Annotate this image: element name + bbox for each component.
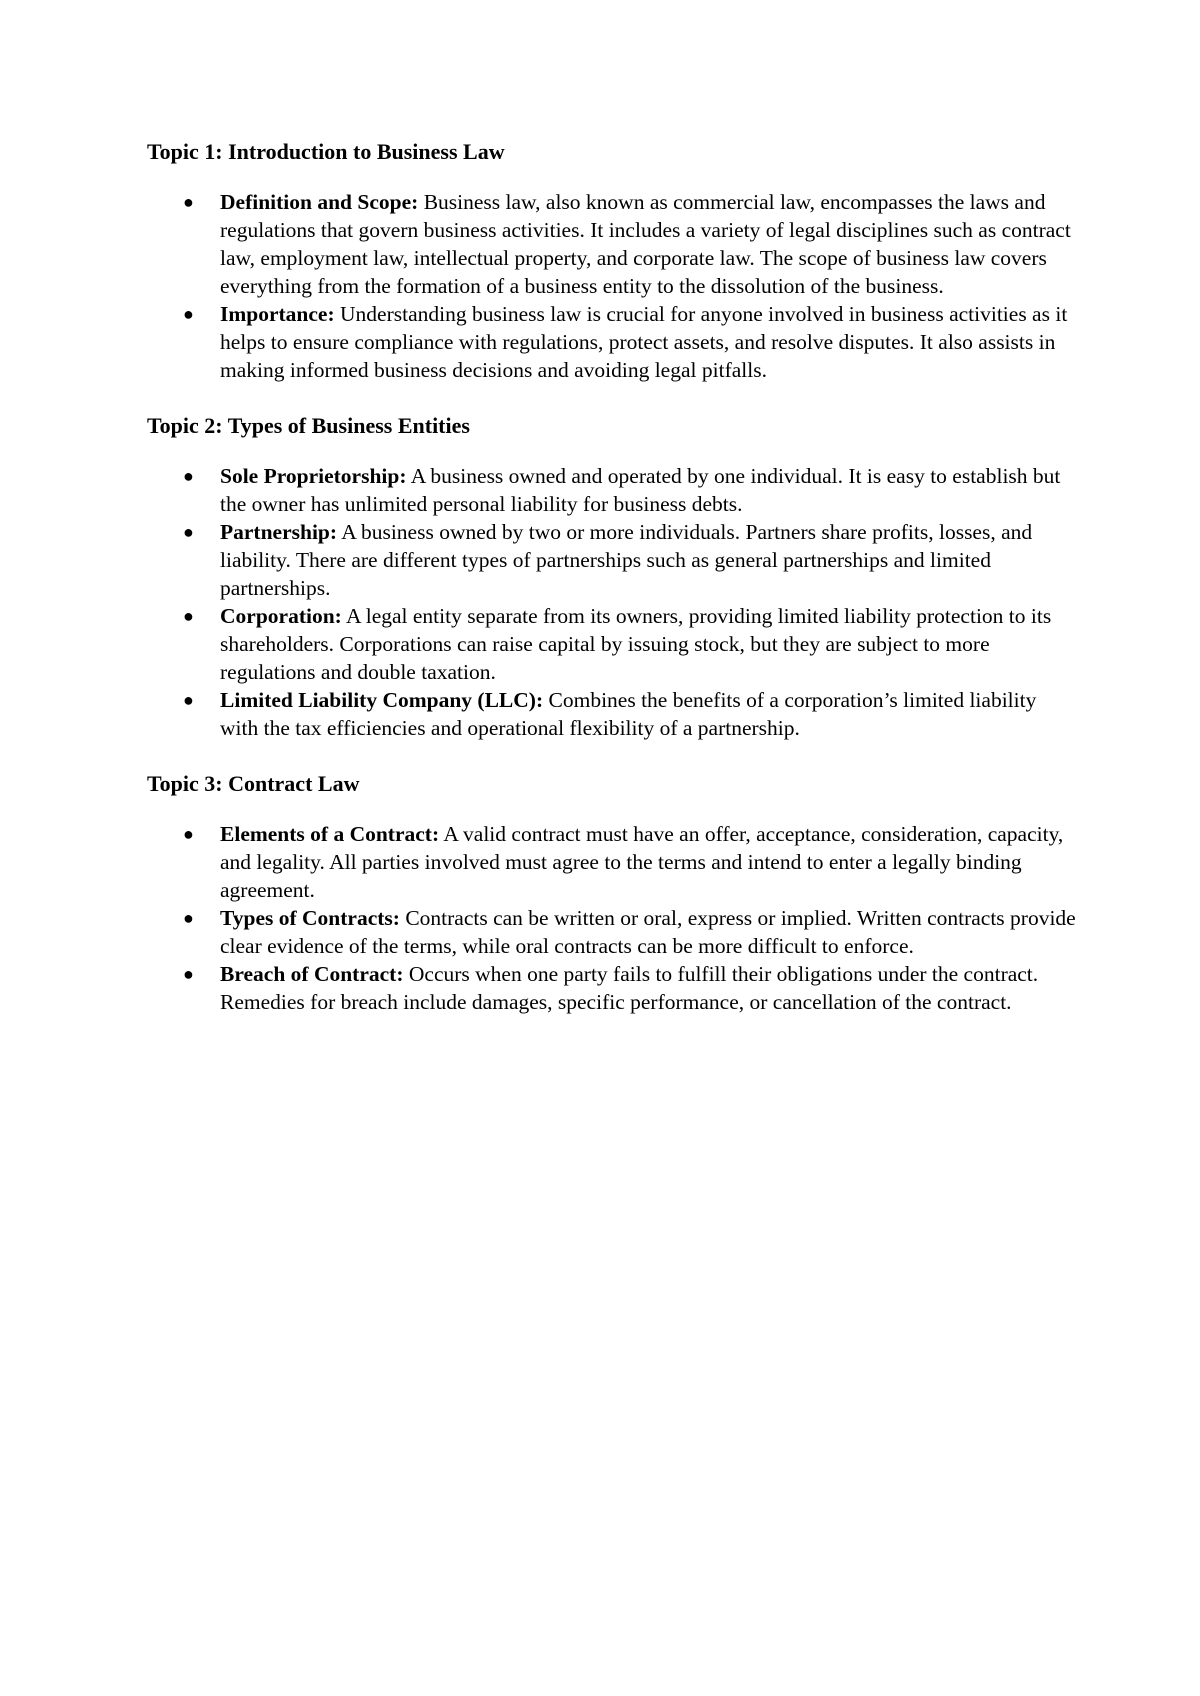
topic-3 — [147, 770, 1077, 1016]
topic-heading: Topic 3: Contract Law — [147, 771, 360, 796]
document-page — [147, 138, 1077, 1044]
list-item — [147, 820, 1077, 904]
bullet-icon: ● — [183, 964, 194, 984]
item-text: A business owned by two or more individuals. Partners share profits, losses, and liability. There are different types of partnerships such as general partnerships and limited partnerships. — [220, 520, 1033, 600]
item-term: Importance: — [220, 302, 335, 326]
item-term: Types of Contracts: — [220, 906, 400, 930]
list-item — [147, 686, 1077, 742]
list-item — [147, 518, 1077, 602]
item-text: Contracts can be written or oral, express or implied. Written contracts provide clear evidence of the terms, while oral contracts can be more difficult to enforce. — [220, 906, 1076, 958]
item-text: Understanding business law is crucial for anyone involved in business activities as it helps to ensure compliance with regulations, protect assets, and resolve disputes. It also assists in making informed business decisions and avoiding legal pitfalls. — [220, 302, 1068, 382]
list-item — [147, 960, 1077, 1016]
bullet-icon: ● — [183, 908, 194, 928]
item-text: Combines the benefits of a corporation’s limited liability with the tax efficiencies and operational flexibility of a partnership. — [220, 688, 1037, 740]
bullet-icon: ● — [183, 690, 194, 710]
item-term: Partnership: — [220, 520, 338, 544]
topic-3-list — [147, 820, 1077, 1016]
list-item — [147, 300, 1077, 384]
topic-heading: Topic 1: Introduction to Business Law — [147, 139, 505, 164]
item-text: A business owned and operated by one individual. It is easy to establish but the owner has unlimited personal liability for business debts. — [220, 464, 1061, 516]
list-item — [147, 904, 1077, 960]
item-term: Elements of a Contract: — [220, 822, 440, 846]
bullet-icon: ● — [183, 466, 194, 486]
item-term: Breach of Contract: — [220, 962, 404, 986]
bullet-icon: ● — [183, 304, 194, 324]
item-text: A legal entity separate from its owners, providing limited liability protection to its shareholders. Corporations can raise capital by issuing stock, but they are subject to more regulations and double taxation. — [220, 604, 1052, 684]
item-text: Occurs when one party fails to fulfill their obligations under the contract. Remedies for breach include damages, specific performance, or cancellation of the contract. — [220, 962, 1039, 1014]
list-item — [147, 188, 1077, 300]
topic-1 — [147, 138, 1077, 384]
bullet-icon: ● — [183, 522, 194, 542]
list-item — [147, 462, 1077, 518]
topic-2-list — [147, 462, 1077, 742]
topic-heading: Topic 2: Types of Business Entities — [147, 413, 470, 438]
topic-2 — [147, 412, 1077, 742]
bullet-icon: ● — [183, 192, 194, 212]
bullet-icon: ● — [183, 606, 194, 626]
item-term: Limited Liability Company (LLC): — [220, 688, 544, 712]
item-text: Business law, also known as commercial law, encompasses the laws and regulations that govern business activities. It includes a variety of legal disciplines such as contract law, employment law, intellectual property, and corporate law. The scope of business law covers everything from the formation of a business entity to the dissolution of the business. — [220, 190, 1071, 298]
item-term: Definition and Scope: — [220, 190, 419, 214]
item-term: Sole Proprietorship: — [220, 464, 407, 488]
topic-1-list — [147, 188, 1077, 384]
item-term: Corporation: — [220, 604, 342, 628]
item-text: A valid contract must have an offer, acceptance, consideration, capacity, and legality. All parties involved must agree to the terms and intend to enter a legally binding agreement. — [220, 822, 1064, 902]
list-item — [147, 602, 1077, 686]
bullet-icon: ● — [183, 824, 194, 844]
